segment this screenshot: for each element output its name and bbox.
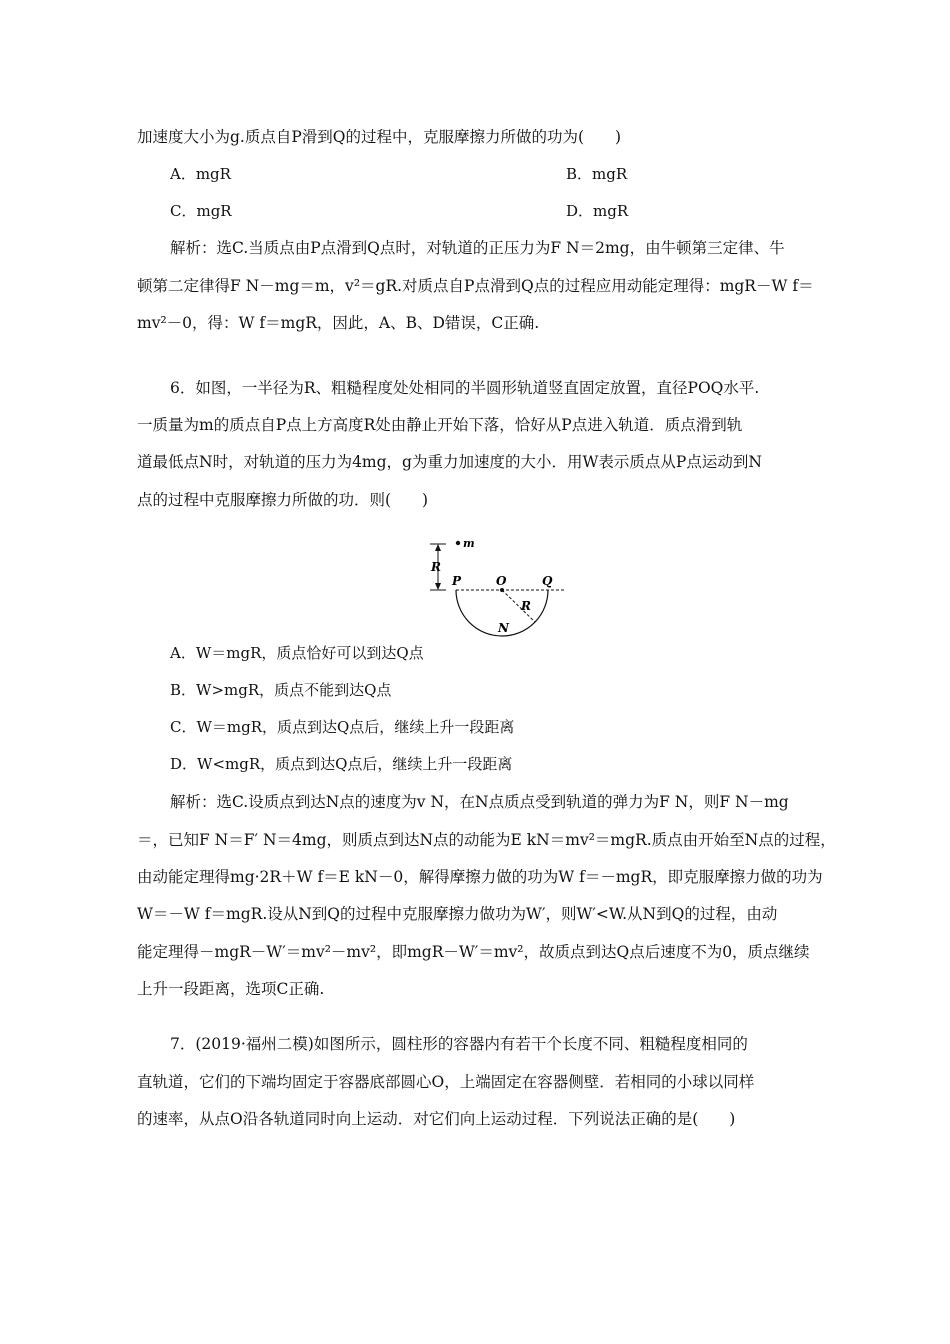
semicircle-track-diagram: [425, 533, 565, 643]
q6-stem-line-4: 点的过程中克服摩擦力所做的功．则( ): [137, 491, 429, 509]
q6-option-a: A．W＝mgR，质点恰好可以到达Q点: [170, 644, 424, 662]
q5-stem: 加速度大小为g.质点自P滑到Q的过程中，克服摩擦力所做的功为( ): [137, 128, 622, 146]
center-o-dot: [500, 588, 504, 592]
q7-stem-line-1: 7．(2019·福州二模)如图所示，圆柱形的容器内有若干个长度不同、粗糙程度相同的: [170, 1035, 748, 1053]
q5-option-b: B．mgR: [566, 165, 628, 183]
q6-option-b: B．W>mgR，质点不能到达Q点: [170, 681, 392, 699]
q6-solution-line-4: W＝－W f＝mgR.设从N到Q的过程中克服摩擦力做功为W′，则W′<W.从N到Q的过程，由动: [137, 905, 778, 923]
q6-stem-line-3: 道最低点N时，对轨道的压力为4mg，g为重力加速度的大小．用W表示质点从P点运动到N: [137, 453, 762, 471]
q6-stem-line-1: 6．如图，一半径为R、粗糙程度处处相同的半圆形轨道竖直固定放置，直径POQ水平.: [170, 379, 760, 397]
mass-label: m: [463, 537, 475, 550]
q6-solution-line-3: 由动能定理得mg·2R＋W f＝E kN－0，解得摩擦力做的功为W f＝－mgR，即克服摩擦力做的功为: [137, 868, 823, 886]
q5-option-d: D．mgR: [566, 202, 629, 220]
q5-solution-line-3: mv²－0，得：W f＝mgR，因此，A、B、D错误，C正确.: [137, 314, 540, 332]
point-n-label: N: [498, 621, 509, 635]
radius-label: R: [521, 599, 531, 613]
q7-stem-line-3: 的速率，从点O沿各轨道同时向上运动．对它们向上运动过程．下列说法正确的是( ): [137, 1110, 736, 1128]
q6-figure: [425, 533, 565, 647]
point-o-label: O: [496, 574, 507, 588]
height-arrow-up: [435, 544, 441, 551]
q6-solution-line-1: 解析：选C.设质点到达N点的速度为v N，在N点质点受到轨道的弹力为F N，则F N－mg: [170, 793, 789, 811]
mass-dot: [456, 541, 460, 545]
q5-option-a: A．mgR: [170, 165, 231, 183]
q6-stem-line-2: 一质量为m的质点自P点上方高度R处由静止开始下落，恰好从P点进入轨道．质点滑到轨: [137, 416, 743, 434]
q5-option-c: C．mgR: [170, 202, 232, 220]
q6-option-d: D．W<mgR，质点到达Q点后，继续上升一段距离: [170, 755, 513, 773]
q7-stem-line-2: 直轨道，它们的下端均固定于容器底部圆心O，上端固定在容器侧壁．若相同的小球以同样: [137, 1073, 755, 1091]
q6-solution-line-2: ＝，已知F N＝F′ N＝4mg，则质点到达N点的动能为E kN＝mv²＝mgR.质点由开始至N点的过程，: [137, 831, 836, 849]
height-label: R: [431, 560, 441, 574]
q6-solution-line-5: 能定理得－mgR－W′＝mv²－mv²，即mgR－W′＝mv²，故质点到达Q点后速度不为0，质点继续: [137, 943, 810, 961]
q6-option-c: C．W＝mgR，质点到达Q点后，继续上升一段距离: [170, 718, 515, 736]
q6-solution-line-6: 上升一段距离，选项C正确.: [137, 980, 325, 998]
height-arrow-down: [435, 583, 441, 590]
point-p-label: P: [452, 574, 462, 588]
q5-solution-line-1: 解析：选C.当质点由P点滑到Q点时，对轨道的正压力为F N＝2mg，由牛顿第三定律、牛: [170, 239, 785, 257]
q5-solution-line-2: 顿第二定律得F N－mg＝m，v²＝gR.对质点自P点滑到Q点的过程应用动能定理得：mgR－W f＝: [137, 277, 814, 295]
point-q-label: Q: [542, 574, 553, 588]
